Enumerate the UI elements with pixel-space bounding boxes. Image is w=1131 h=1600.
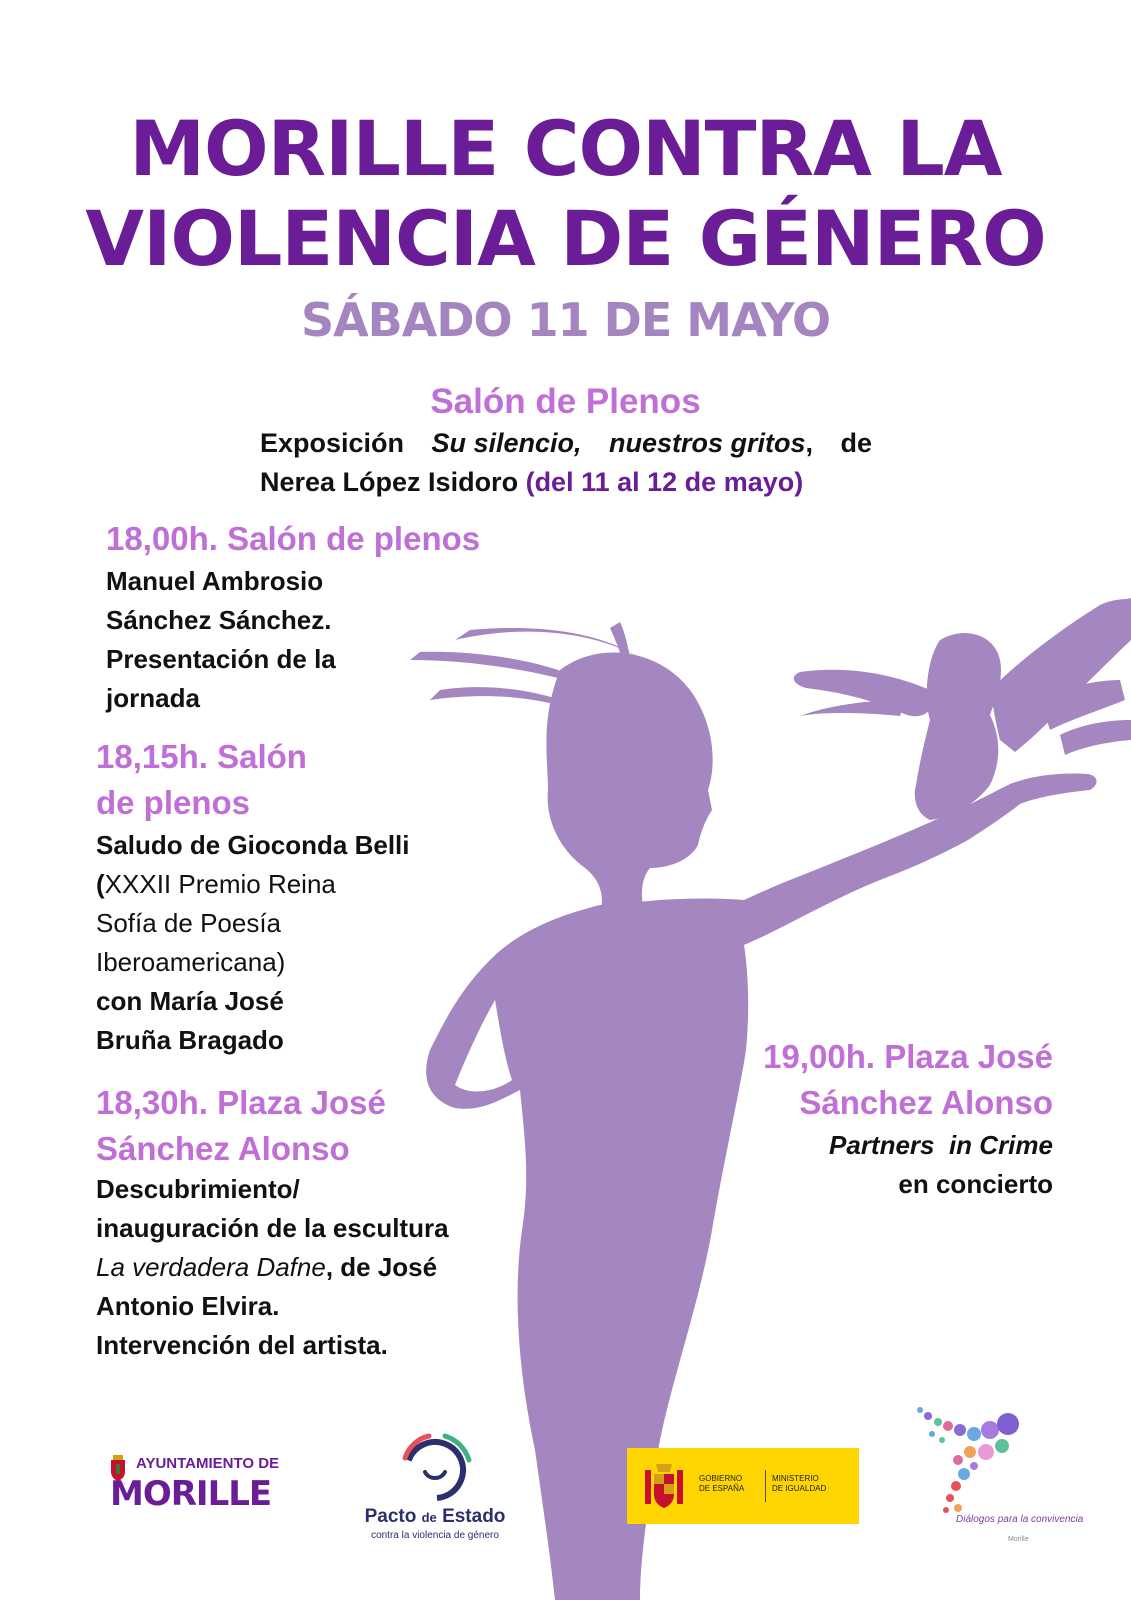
exposition-dates: (del 11 al 12 de mayo): [525, 467, 804, 497]
ministerio-line-2: DE IGUALDAD: [772, 1484, 827, 1493]
dialogos-title: Diálogos para la convivencia: [956, 1514, 1084, 1525]
event3-line-5: Intervención del artista.: [96, 1330, 388, 1360]
event1-line: Sánchez Sánchez.: [106, 605, 332, 635]
event2-paren: (: [96, 869, 105, 899]
event4-heading: [763, 1034, 1053, 1126]
event1-text: [106, 562, 336, 718]
event2-line-3: Sofía de Poesía: [96, 908, 282, 938]
event3-line-2: inauguración de la escultura: [96, 1213, 449, 1243]
exposition-de: de: [840, 428, 872, 458]
pacto-circle-logo-icon: [395, 1432, 475, 1504]
exposition-italic-title: Su silencio,: [431, 428, 582, 458]
event4-line-2: en concierto: [898, 1169, 1053, 1199]
pacto-estado-word: Estado: [442, 1506, 506, 1527]
exposition-text: [260, 424, 872, 502]
logo-morille-top: AYUNTAMIENTO DE: [136, 1455, 280, 1472]
logo-dialogos-convivencia: [912, 1400, 1084, 1548]
event3-line-3: [96, 1248, 449, 1287]
event2-line-2: [96, 865, 410, 904]
dialogos-place: Morille: [1008, 1536, 1029, 1543]
exposition-italic-title-end: nuestros gritos: [608, 428, 806, 458]
exposition-line-1: [260, 424, 872, 463]
exposition-line-2: [260, 463, 872, 502]
gobierno-line-1: GOBIERNO: [699, 1474, 743, 1483]
logo-divider: [765, 1470, 766, 1502]
event-date: SÁBADO 11 DE MAYO: [300, 293, 831, 347]
event2-heading-line-2: de plenos: [96, 784, 251, 821]
event2-text: [96, 826, 410, 1060]
event3-line-1: Descubrimiento/: [96, 1174, 300, 1204]
event2-line-6: Bruña Bragado: [96, 1025, 284, 1055]
event2-line-1: Saludo de Gioconda Belli: [96, 830, 410, 860]
spain-crest-icon: [641, 1460, 687, 1512]
ministerio-line-1: MINISTERIO: [772, 1474, 819, 1483]
exposition-word: Exposición: [260, 428, 405, 458]
event2-line-5: con María José: [96, 986, 284, 1016]
pacto-subtitle: contra la violencia de género: [371, 1530, 499, 1541]
event1-line: jornada: [106, 683, 200, 713]
pacto-word: Pacto: [364, 1506, 417, 1527]
event4-band: Partners in Crime: [829, 1130, 1053, 1160]
logo-morille-name: MORILLE: [110, 1474, 272, 1514]
event3-by: , de José: [325, 1252, 438, 1282]
logo-pacto-de-estado: [360, 1432, 510, 1542]
exposition-title-part: [609, 424, 813, 463]
event1-line: Manuel Ambrosio: [106, 566, 324, 596]
event2-heading-line-1: 18,15h. Salón: [96, 738, 307, 775]
dot-bird-logo-icon: [912, 1400, 1032, 1518]
event4-text: [829, 1126, 1053, 1204]
event4-heading-line-1: 19,00h. Plaza José: [763, 1038, 1053, 1075]
gobierno-line-2: DE ESPAÑA: [699, 1484, 745, 1493]
event3-heading-line-1: 18,30h. Plaza José: [96, 1084, 386, 1121]
poster-title: [0, 104, 1131, 284]
event3-text: [96, 1170, 449, 1365]
exposition-comma: ,: [805, 428, 814, 458]
event4-heading-line-2: Sánchez Alonso: [799, 1084, 1053, 1121]
event3-sculpture-title: La verdadera Dafne: [96, 1252, 326, 1282]
pacto-title: [360, 1506, 510, 1528]
event1-heading: 18,00h. Salón de plenos: [106, 520, 481, 557]
gobierno-text: [699, 1474, 744, 1494]
event2-line-4: Iberoamericana): [96, 947, 286, 977]
title-line-2: VIOLENCIA DE GÉNERO: [85, 194, 1046, 283]
event3-heading-line-2: Sánchez Alonso: [96, 1130, 350, 1167]
logo-gobierno-ministerio: [627, 1448, 859, 1524]
event2-award: XXXII Premio Reina: [104, 869, 336, 899]
event2-heading: [96, 734, 307, 826]
ministerio-text: [772, 1474, 826, 1494]
event3-heading: [96, 1080, 386, 1172]
event1-line: Presentación de la: [106, 644, 336, 674]
pacto-de-word: de: [421, 1510, 437, 1525]
event3-line-4: Antonio Elvira.: [96, 1291, 280, 1321]
exposition-heading: Salón de Plenos: [430, 382, 701, 421]
exposition-author: Nerea López Isidoro: [260, 467, 519, 497]
title-line-1: MORILLE CONTRA LA: [129, 104, 1002, 193]
